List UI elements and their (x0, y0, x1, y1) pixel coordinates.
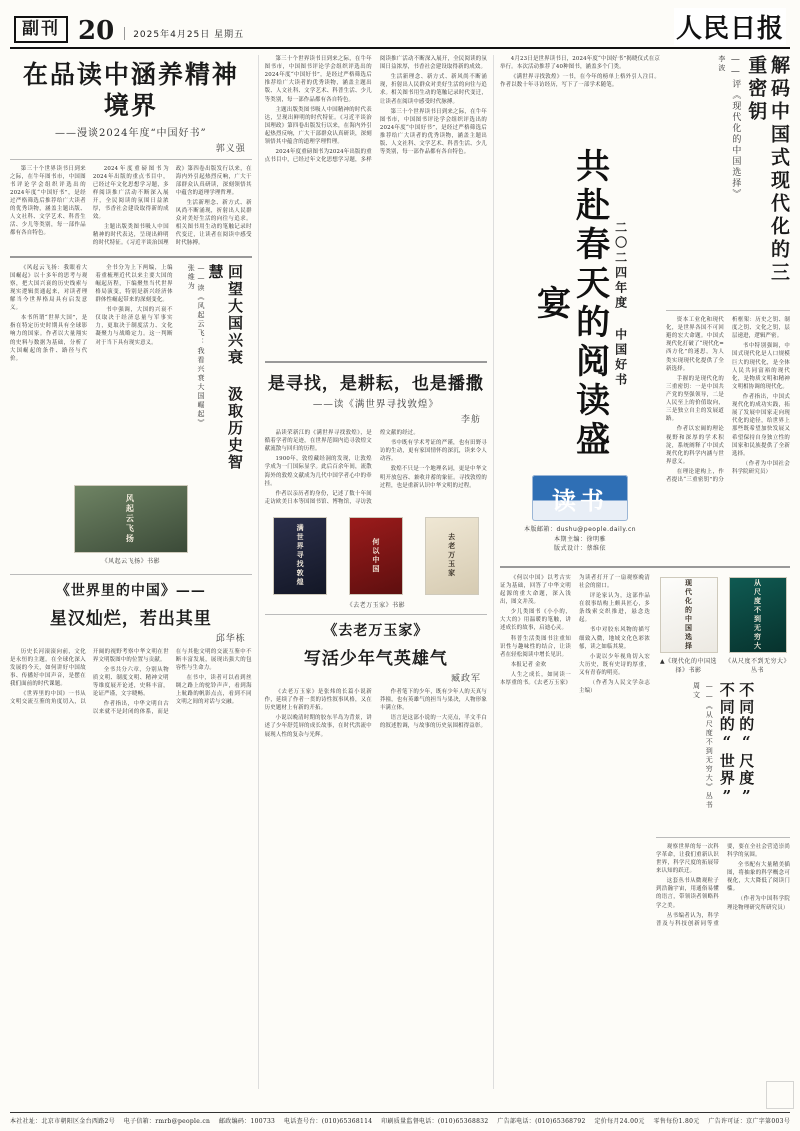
article-wanyu-kicker: 《去老万玉家》 (323, 622, 429, 639)
footer-item: 邮政编码：100733 (218, 1118, 276, 1125)
cover-label: 去老万玉家 (447, 533, 457, 579)
article-wanyu-byline: 臧政军 (451, 673, 482, 684)
contact-line-1: 本版邮箱：dushu@people.daily.cn (523, 526, 637, 533)
paragraph: 第三十个世界读书日到来之际，在牛年图书市，中国图书评论学会组织评选出的2024年度“中国好书”，是经过严格筛选后推荐给广大读者的优秀读物，涵盖主题出版、人文社科、文学艺术、科普生活、少儿等类别，每一部作品都有各自特色。 (379, 108, 488, 156)
book-covers-caption: 《去老万玉家》书影 (346, 601, 406, 609)
article-fengqi-title: 回望大国兴衰 汲取历史智慧 (206, 263, 244, 471)
article-dunhuang (265, 369, 487, 506)
book-cover-fengqi (74, 485, 188, 553)
paragraph: 全书共分六章，分别从物质文明、制度文明、精神文明等维度展开论述，史料丰富，论证严谨，文字晓畅。 (92, 666, 169, 698)
supplement-badge: 副刊 (14, 16, 68, 43)
hero-title: 共赴春天的阅读盛宴 (530, 148, 610, 460)
footer-item: 印刷质量监督电话：(010)65368832 (381, 1118, 489, 1125)
article-dunhuang-byline: 李舫 (461, 415, 482, 425)
page-corner-ornament (766, 1081, 794, 1109)
article-dunhuang-title: 是寻找，是耕耘，也是播撒 (267, 374, 484, 394)
paragraph: 书中对胶东风物的描写细致入微，地域文化色彩浓郁，读之如临其境。 (579, 627, 650, 650)
paragraph: 在书中，读者可以看到丝绸之路上的驼铃声声，看到海上航路的帆影点点，看到不同文明之间的对话与交融。 (175, 674, 252, 706)
paragraph: 《世界里的中国》一书从文明交流互鉴的角度切入，以开阔的视野考察中华文明在世界文明版图中的位置与贡献。 (10, 648, 169, 706)
article-shijie (10, 580, 252, 717)
paragraph: 全书分为上下两编，上编着重梳理近代以来主要大国的崛起历程，下编聚焦当代世界格局演变，特别是新兴经济体群体性崛起带来的深刻变化。 (95, 264, 173, 304)
footer-item: 定价每月24.00元 (594, 1118, 645, 1125)
paragraph: 品读荣新江的《满世界寻找敦煌》，是循着学者的足迹，在世界范围内追寻敦煌文献流散与回归的历程。 (264, 430, 372, 453)
paragraph: 2024年度重磅图书为2024年出版的重点书目中，已经过年文化思想学习题，多样阅读推广活动不断深入展开，全民阅读的氛围日益浓厚，书香社会建设取得新的成效。 (264, 56, 488, 164)
right-lower-feature (656, 574, 790, 928)
paragraph: 作者以亲历者的身份，记述了数十年间走访欧美日本等国图书馆、博物馆，寻访敦煌文献的经过。 (264, 430, 419, 505)
col3-article2 (500, 574, 650, 928)
article-shijie-byline: 邱华栋 (215, 633, 246, 644)
paragraph: 1900年，敦煌藏经洞的发现，让敦煌学成为一门国际显学。此后百余年间，流散海外的敦煌文献成为几代中国学者心中的牵挂。 (264, 456, 372, 487)
paragraph: 《何以中国》以考古实证为基础，回答了中华文明起源的重大命题，深入浅出，图文并茂。 (500, 574, 571, 606)
book-cover-congshu-caption: 《从尺度不到无穷大》丛书 (725, 657, 791, 674)
book-cover-xiandaihua (660, 577, 718, 653)
lead-byline: 郭义强 (215, 143, 246, 154)
footer-item: 本社社址：北京市朝阳区金台西路2号 (10, 1118, 115, 1125)
hero-year: 二〇二四年度 中国好书 (613, 220, 628, 388)
cover-label: 风起云飞扬 (125, 493, 136, 544)
rail-feature (666, 55, 790, 560)
book-cover-heyizhongguo (349, 517, 403, 595)
book-cover-fengqi-caption: 《风起云飞扬》书影 (101, 557, 161, 565)
cover-label: 从尺度不到无穷大 (753, 578, 763, 651)
paragraph: 手握的是现代化的三重密钥：一是中国共产党的坚强领导，二是人民至上的价值取向，三是独立自主的发展道路。 (666, 375, 724, 423)
article-shijie-title: 星汉灿烂，若出其里 (49, 608, 212, 629)
paragraph: 书中强调，大国的兴衰不仅取决于经济总量与军事实力，更取决于制度活力、文化凝聚力与战略定力。这一判断对于当下具有现实意义。 (95, 307, 173, 346)
col3-article2-body (500, 574, 650, 696)
paragraph: 作者指出，中国式现代化的成功实践，拓展了发展中国家走向现代化的途径，给世界上那些既希望加快发展又希望保持自身独立性的国家和民族提供了全新选择。 (732, 393, 790, 457)
paragraph: 资本工业化和现代化，是世界各国不可回避的宏大命题。中国式现代化打破了“现代化=西方化”的迷思，为人类实现现代化提供了全新选择。 (666, 317, 724, 372)
paragraph: 书中特别强调，中国式现代化是人口规模巨大的现代化，是全体人民共同富裕的现代化，是物质文明和精神文明相协调的现代化。 (732, 343, 790, 390)
paragraph: 科普生活类图书注重知识性与趣味性的结合，让读者在轻松阅读中增长见识。 (500, 635, 571, 658)
paragraph: 书中既有学术考证的严谨，也有田野寻访的生动，更有家国情怀的深沉，读来令人动容。 (379, 440, 488, 463)
paragraph: 2024年度重磅图书为2024年出版的重点书目中，已经过年文化思想学习题，多样阅读推广活动不断深入展开，全民阅读的氛围日益浓厚，书香社会建设取得新的成效。 (92, 165, 169, 221)
paragraph: 作者以宏阔的理论视野和深厚的学术积淀，系统阐释了中国式现代化的科学内涵与世界意义。 (666, 426, 724, 465)
footer-item: 广告许可证：京广字第003号 (708, 1118, 790, 1125)
lead-body (10, 165, 252, 248)
rail-byline: 李波 (717, 55, 726, 73)
page-footer (10, 1112, 790, 1125)
col3-article2-byline: （作者为人民文学杂志主编） (579, 680, 650, 695)
paragraph: 小说以晚清时期的胶东半岛为背景，讲述了少年舒莞屏的成长故事，在时代洪流中展现人性的复杂与光辉。 (264, 715, 372, 738)
paragraph: 历史长河滚滚向前，文化是永恒的主题。在全球化深入发展的今天，如何讲好中国故事、传播好中国声音，是摆在我们面前的时代课题。 (10, 648, 86, 688)
rail-body (666, 316, 790, 484)
article-fengqi-byline: 张维为 (187, 263, 196, 291)
paragraph: 敦煌不只是一个地理名词，更是中华文明开放包容、兼收并蓄的象征。寻找敦煌的过程，也是重新认识中华文明的过程。 (379, 466, 488, 489)
paragraph: 评论家认为，这部作品在叙事结构上颇具匠心，多条线索交织推进，悬念迭起。 (579, 593, 650, 624)
paragraph: 主题出版类图书吸人中国精神的时代表达，呈现出鲜明的时代特征。《习近平谈治国理政》第四卷出版发行以来，在海内外引起热烈反响，广大干部群众认真研读，深刻领悟其中蕴含的道理学理哲理。 (264, 106, 372, 146)
footer-item: 广告部电话：(010)65368792 (497, 1118, 586, 1125)
masthead (10, 0, 790, 49)
column-left (10, 55, 252, 1089)
lead-article (10, 59, 252, 248)
paragraph: 人生之成长，如同读一本厚重的书。《去老万玉家》为读者打开了一扇观察晚清社会的窗口。 (500, 574, 650, 687)
page-number: 20 (78, 16, 115, 46)
column-middle (265, 55, 487, 1089)
rail-subtitle: ——评《现代化的中国选择》 (730, 55, 741, 200)
article-dunhuang-body (265, 429, 487, 506)
article-shijie-body (10, 648, 252, 717)
paragraph: 主题出版类图书吸人中国精神的时代表达，呈现出鲜明的时代特征。《习近平谈治国理政》第四卷出版发行以来，在海内外引起热烈反响，广大干部群众认真研读，深刻领悟其中蕴含的道理学理哲理。 (92, 165, 252, 247)
article-dunhuang-kicker: ——读《满世界寻找敦煌》 (312, 399, 439, 410)
page-content (10, 49, 790, 1089)
article-fengqi (10, 264, 252, 474)
dushu-logo: 读书 (532, 475, 628, 521)
lead-headline: 在品读中涵养精神境界 (22, 60, 239, 121)
paragraph: 少儿类图书《小小的，大大的》用温暖的笔触，讲述成长的故事，启迪心灵。 (500, 609, 571, 632)
paragraph: 第三十个世界读书日到来之际，在牛年图书市，中国图书评论学会组织评选出的2024年度“中国好书”，是经过严格筛选后推荐给广大读者的优秀读物，涵盖主题出版、人文社科、文学艺术、科普生活、少儿等类别，每一部作品都有各自特色。 (264, 56, 372, 103)
book-cover-dunhuang (273, 517, 327, 595)
cover-label: 何以中国 (371, 537, 381, 574)
right-lower-body (656, 843, 790, 928)
hero-block (500, 55, 660, 560)
contact-line-3: 版式设计：蔡维依 (553, 545, 606, 553)
paragraph: 全书配有大量精美插图，将抽象的科学概念可视化，大大降低了阅读门槛。 (727, 862, 790, 893)
column-right (500, 55, 790, 1089)
footer-item: 电话查号台：(010)65368114 (284, 1118, 373, 1125)
column-divider (258, 55, 259, 1089)
book-cover-wanyu (425, 517, 479, 595)
paragraph: 《去老万玉家》是张炜的长篇小说新作，延续了作者一贯的诗性叙事风格，又在历史题材上有新的开拓。 (264, 688, 372, 712)
rail-title: 解码中国式现代化的三重密钥 (745, 55, 790, 285)
paragraph: 4月23日是世界读书日，2024年度“中国好书”揭晓仪式在京举行。本次活动推荐了40种图书，涵盖多个门类。 (500, 56, 660, 71)
paragraph: 在理论建构上，作者提出“三重密钥”的分析框架：历史之钥、制度之钥、文化之钥，层层递进，逻辑严密。 (666, 317, 790, 484)
paragraph: 《风起云飞扬：我眼看大国崛起》以十多年的思考与观察，把大国兴衰的历史线索与现实逻辑贯通起来，对读者理解当今世界格局具有启发意义。 (10, 264, 88, 312)
right-lower-kicker: ——《从尺度不到无穷大》丛书 (705, 681, 714, 810)
paragraph: 作者指出，中华文明自古以来就不是封闭的体系，而是在与其他文明的交流互鉴中不断丰富发展，展现出强大的包容性与生命力。 (92, 648, 252, 716)
paper-title: 人民日报 (674, 8, 786, 45)
right-lower-byline: 周文 (692, 681, 701, 700)
book-cover-xiandaihua-caption: ▲《现代化的中国选择》书影 (659, 657, 718, 674)
rail-byline-bottom: （作者为中国社会科学院研究员） (732, 460, 790, 475)
article-wanyu-title: 写活少年气英雄气 (303, 648, 448, 669)
article-fengqi-kicker: ——读《风起云飞：我看兴衰大国崛起》 (197, 263, 205, 428)
article-shijie-kicker: 《世界里的中国》—— (55, 582, 206, 599)
footer-item: 电子信箱：rmrb@people.cn (123, 1118, 211, 1125)
paragraph: 第三十个世界读书日到来之际，在牛年图书市，中国图书评论学会组织评选出的2024年度“中国好书”，是经过严格筛选后推荐给广大读者的优秀读物，涵盖主题出版、人文社科、文学艺术、科普生活、少儿等类别，每一部作品都有各自特色。 (10, 165, 86, 237)
paragraph: 语言是这部小说的一大亮点，半文半白的叙述腔调，与故事的历史氛围相得益彰。 (379, 715, 488, 730)
paragraph: 生活新理念、新方式、新风尚不断涌现，折射出人民群众对美好生活的向往与追求。相关图书用生动的笔触记录时代变迁，让读者在阅读中感受时代脉搏。 (175, 199, 252, 247)
paragraph: 作者笔下的少年，既有少年人的天真与莽撞，也有英雄气的担当与果决，人物形象丰满立体。 (379, 688, 488, 712)
publication-date: 2025年4月25日 星期五 (124, 27, 244, 40)
article-wanyu (265, 620, 487, 739)
paragraph: 这套丛书从微观粒子到浩瀚宇宙，用通俗易懂的语言，带领读者领略科学之美。 (656, 878, 719, 909)
footer-item: 零售每份1.80元 (653, 1118, 700, 1125)
article-wanyu-body (265, 688, 487, 739)
lead-subheadline: ——漫谈2024年度“中国好书” (55, 127, 207, 139)
col3-article1-byline: 本报记者 金欢 (510, 661, 547, 668)
paragraph: 本书所谓“世界大国”，是指在特定历史时期具有全球影响力的国家。作者以大量翔实的史料与数据为基础，分析了大国崛起的条件、路径与代价。 (10, 315, 88, 362)
paragraph: 丛书编者认为，科学普及与科技创新同等重要，要在全社会营造崇尚科学的氛围。 (656, 843, 790, 927)
paragraph: 观察世界的每一次科学革命，让我们重新认识世界，科学尺度的拓展带来认知的跃迁。 (656, 843, 719, 875)
hero-intro (500, 55, 660, 135)
right-lower-byline-bottom: （作者为中国科学院理论物理研究所研究员） (727, 896, 790, 911)
cover-label: 现代化的中国选择 (684, 578, 694, 651)
article-fengqi-body (10, 264, 173, 363)
column-divider (493, 55, 494, 1089)
paragraph: 生活新理念、新方式、新风尚不断涌现，折射出人民群众对美好生活的向往与追求。相关图书用生动的笔触记录时代变迁，让读者在阅读中感受时代脉搏。 (379, 74, 488, 105)
contact-line-2: 本期主编：徐明雅 (553, 535, 606, 543)
book-cover-congshu (729, 577, 787, 653)
right-lower-title: 不同的“尺度” 不同的“世界” (717, 681, 756, 807)
lead-continuation (265, 55, 487, 355)
paragraph: 《满世界寻找敦煌》一书，在今年的榜单上格外引人注目。作者以数十年寻访经历，写下了一部学术随笔。 (500, 74, 660, 89)
paragraph: 小说以少年视角切入宏大历史，既有史诗的厚重，又有青春的明亮。 (579, 653, 650, 676)
cover-label: 满世界寻找敦煌 (296, 524, 306, 588)
